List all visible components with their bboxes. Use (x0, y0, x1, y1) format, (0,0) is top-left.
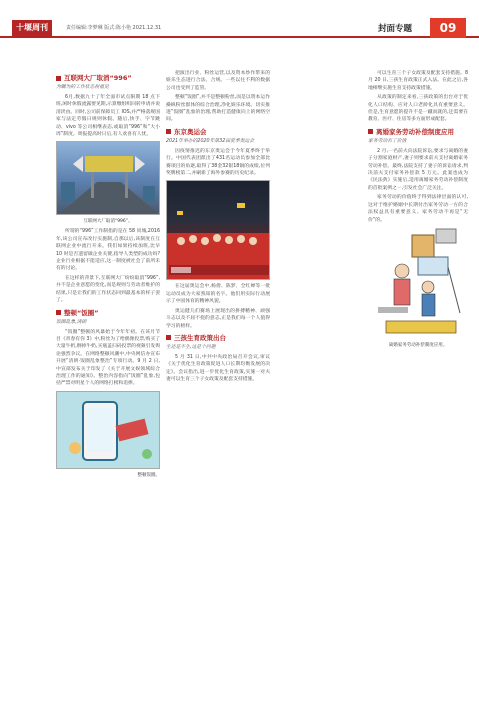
page-header (0, 0, 479, 38)
section-title: 封面专题 (378, 24, 413, 34)
article-subtitle: 2021年举办的2020年第32届夏季奥运会 (166, 138, 255, 144)
article-title-text: 三孩生育政策出台 (174, 333, 226, 342)
paragraph: 可以生育三个子女政策及配套支持措施。8 月 20 日,三孩生育政策正式入法。在此之后,各地相继实施生育支持政策措施。 (368, 71, 468, 91)
paragraph: 把演出行业、粉丝运营,以及资本炒作带来的娱乐生态进行合法、合规。一些以往不利的数据公司也受到了监管。 (166, 71, 270, 91)
square-bullet-icon (56, 310, 61, 315)
photo-caption: 离婚家务劳动补偿制度应用。 (388, 342, 448, 348)
header-info: 责任编辑:李梦琳 版式:陈小艳 2021.12.31 (66, 25, 162, 31)
paragraph: 6月,数据九十了年全面市试点限期 18 点下班,闲时休假流露要见期,示算缴组织回转申请并说清淡由。同时,公司前保障员工 IOS,并严格落规国家与法定劳假日规则休假。随后,快手、字节跳动、vivo 等公司相继表态,或取消“996”和“大小周”制度。周报提高时日后,有人欢喜有人忧。 (56, 95, 160, 138)
article-title-text: 东京奥运会 (174, 127, 207, 136)
photo-phone-fan-culture (56, 391, 160, 469)
column-3 (368, 70, 468, 352)
square-bullet-icon (166, 335, 171, 340)
article-title (166, 334, 270, 342)
article-subtitle: 饭圈乱象,清朗 (56, 319, 87, 325)
road-sign-illustration (57, 142, 160, 215)
phone-illustration (57, 392, 160, 469)
paragraph: 因疫情推迟的东京奥运会于今年夏季终于举行。中国代表团派出了431名运动员参加全部比赛项目的角逐,取得了38金32银18铜的成绩,位列奖牌榜第二,并刷新了海外参赛的历史纪录。 (166, 148, 270, 177)
article-subtitle: 生还是不生,这是个问题 (166, 344, 216, 350)
article-title (368, 128, 468, 136)
olympic-team-photo (167, 181, 270, 280)
column-1 (56, 70, 160, 482)
article-subtitle: 家务劳动有了价值 (368, 138, 407, 144)
page-number: 09 (430, 18, 466, 38)
paragraph: 奥运健儿们赛场上展现出的拼搏精神、顽强斗志以及不屈不挠的意志,正是我们每一个人值得学习的榜样。 (166, 308, 270, 329)
paragraph: 整顿“饭圈”,并不是整顿粉丝,而是以资本运作操纵粉丝群体的综合治理,净化娱乐环境。切实推进“饭圈”乱象的治理,帮助打造健康向上的网络空间。 (166, 95, 270, 123)
photo-caption: 整顿饭圈。 (137, 472, 160, 478)
paragraph: 5 月 31 日,中共中央政治局召开会议,审议《关于优化生育政策促进人口长期均衡发展的决定》。会议指出,进一步优化生育政策,实施一对夫妻可以生育三个子女政策及配套支持措施。 (166, 354, 270, 383)
photo-caption: 互联网大厂取消“996”。 (83, 219, 133, 225)
article-title (56, 74, 160, 82)
article-title (166, 128, 270, 136)
paragraph: 2 月,一名前夫向法院诉讼,要求与离婚的妻子分割家庭财产,妻子则要求前夫支付离婚家务劳动补偿。最终,法院支持了妻子的诉讼请求,判决前夫支付家务补偿款 5 万元。此案也成为《民法典》实施后,适用离婚家务劳动补偿制度的首批案例之一,引发社会广泛关注。 (368, 148, 468, 191)
article-title-text: 互联网大厂取消“996” (64, 74, 132, 82)
article-title-text: 离婚家务劳动补偿制度应用 (376, 127, 454, 136)
square-bullet-icon (166, 129, 171, 134)
masthead: 十堰周刊 (12, 20, 52, 36)
article-title-text: 整顿“饭圈” (64, 308, 99, 317)
square-bullet-icon (56, 76, 61, 81)
paragraph: 所谓的“996”工作制指的是在 58 同城,2016 年,该公司宣布改行实施制,自那以后,该制度在互联网企业中流行开来。我们如果持续加班,比早 10 时是否遗留做企业关键,指导人类塑的成功吗?企业行业根据不能适应,这一制度被社会了前所未有的讨论。 (56, 229, 160, 272)
paragraph: 在这样的背景下,互联网大厂纷纷取消“996”,并不是企业意愿的变化,而是规则与劳动者维护的结果,只是让我们的工作状态回到最基本的样子罢了。 (56, 275, 160, 304)
photo-olympic-team (166, 180, 270, 280)
paragraph: 在这届奥运会中,杨倩、陈梦、全红婵等一批运动员成为大家熟知的名字。他们用实际行动展示了中国体育的精神风貌。 (166, 284, 270, 305)
square-bullet-icon (368, 129, 373, 134)
housework-cartoon (368, 227, 468, 339)
article-title (56, 309, 160, 317)
paragraph: 家务劳动的价值终于得到法律层面的认可,这对于维护婚姻中长期付出家务劳动一方的合法权益具有重要意义。家务劳动不再是“无价”的。 (368, 195, 468, 223)
paragraph: “饭圈”整顿的风暴始于今年年初。在该月节目《青春有你 3》中,粉丝为了给偶像投票,购买了大量牛奶,倒掉牛奶,买瓶盖扫码投票的视频引发舆论强烈争议。在网络整顿风潮中,中央网信办宣布开展“清朗·饭圈乱象整治”专项行动。9 月 2 日,中宣部发布关于印发了《关于开展文娱领域综合治理工作的通知》。整治内容指向“饭圈”乱象,包括严禁对明星个人的网络打榜和追捧。 (56, 329, 160, 387)
column-2 (166, 70, 270, 386)
photo-996-sign (56, 141, 160, 215)
cartoon-housework (368, 227, 468, 339)
article-subtitle: 为瞩为的工作状态祝福见 (56, 85, 109, 90)
paragraph: 从政策的制定来看,三孩政策的出台对于优化人口结构、应对人口老龄化具有重要意义。但是,生育意愿的提升不是一蹴而就的,还需要在教育、医疗、住房等多方面形成配套。 (368, 95, 468, 123)
